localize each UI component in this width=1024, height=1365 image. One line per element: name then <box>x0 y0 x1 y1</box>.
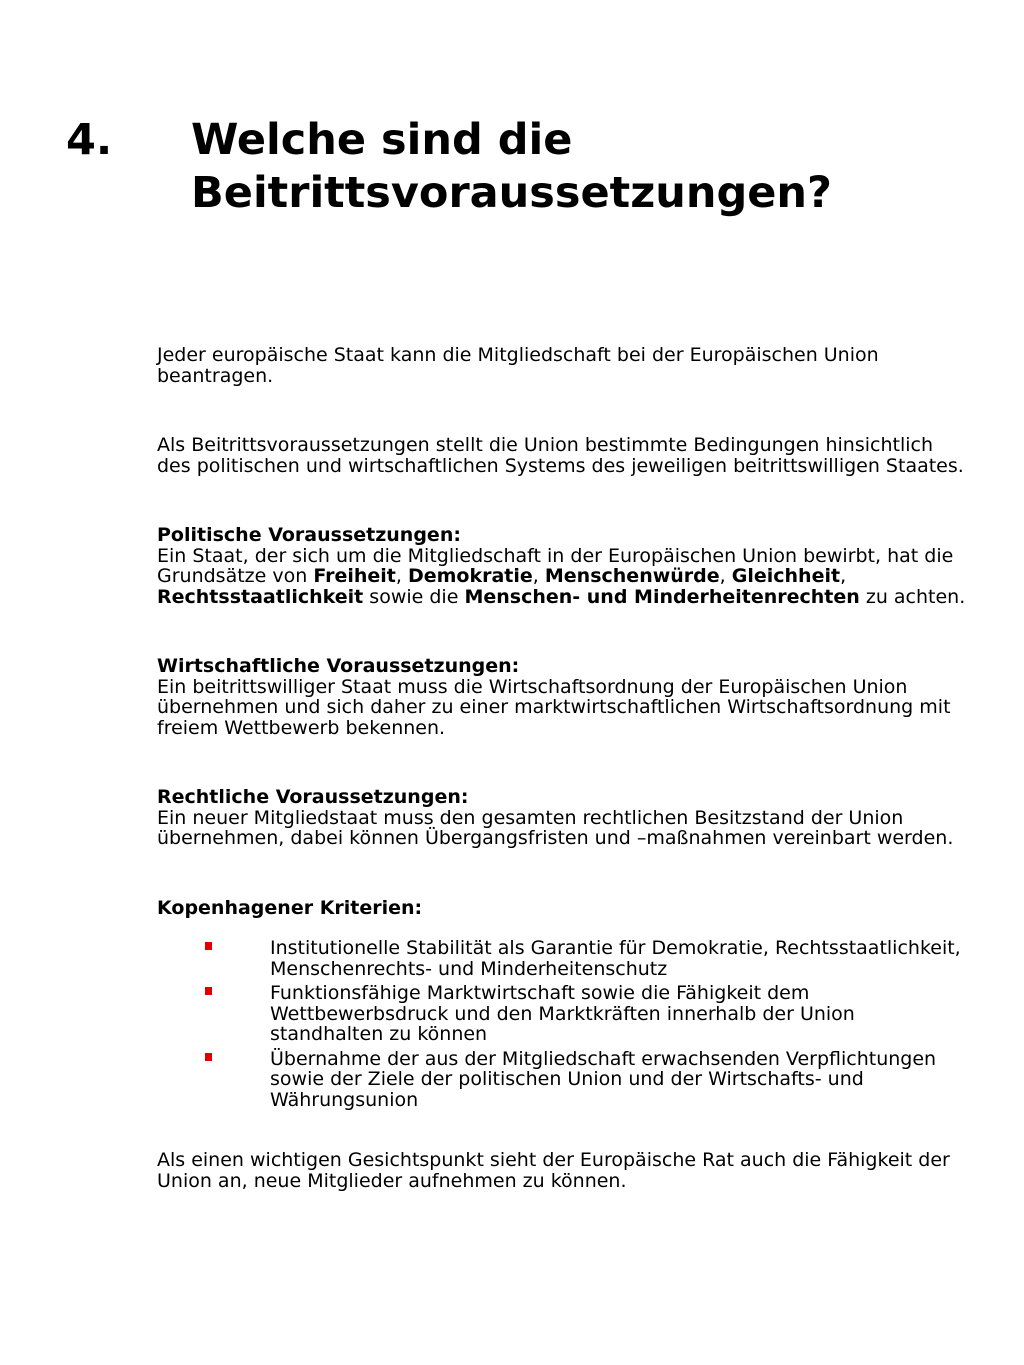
heading-number: 4. <box>66 115 113 165</box>
term-menschenwuerde: Menschenwürde <box>544 565 720 587</box>
bullet-square-icon <box>205 987 212 995</box>
bullet-square-icon <box>205 1053 212 1061</box>
separator: , <box>840 565 847 587</box>
political-text <box>157 546 972 608</box>
list-item <box>157 983 972 1045</box>
list-item <box>157 1049 972 1111</box>
separator: , <box>395 565 408 587</box>
political-heading: Politische Voraussetzungen: <box>157 524 461 546</box>
term-menschen-minderheitenrechte: Menschen- und Minderheitenrechten <box>464 585 860 608</box>
copenhagen-criteria-list <box>157 938 972 1110</box>
term-gleichheit: Gleichheit <box>731 565 841 587</box>
economic-heading: Wirtschaftliche Voraussetzungen: <box>157 655 520 677</box>
bullet-square-icon <box>205 942 212 950</box>
intro-paragraph-1: Jeder europäische Staat kann die Mitgliedschaft bei der Europäischen Union beantragen. <box>157 344 879 387</box>
legal-heading: Rechtliche Voraussetzungen: <box>157 786 469 808</box>
copenhagen-heading: Kopenhagener Kriterien: <box>157 896 423 919</box>
intro-paragraph-2: Als Beitrittsvoraussetzungen stellt die Union bestimmte Bedingungen hinsichtlich des politischen und wirtschaftlichen Systems des jeweiligen beitrittswilligen Staates. <box>157 434 964 477</box>
term-freiheit: Freiheit <box>313 565 396 587</box>
document-body <box>157 345 972 1191</box>
term-rechtsstaatlichkeit: Rechtsstaatlichkeit <box>157 585 364 608</box>
political-section <box>157 525 972 607</box>
separator: , <box>532 565 545 587</box>
legal-text: Ein neuer Mitgliedstaat muss den gesamten rechtlichen Besitzstand der Union übernehmen, dabei können Übergangsfristen und –maßnahmen vereinbart werden. <box>157 806 954 849</box>
list-item <box>157 938 972 979</box>
criterion-text: Institutionelle Stabilität als Garantie für Demokratie, Rechtsstaatlichkeit, Menschenrechts- und Minderheitenschutz <box>270 937 961 980</box>
political-text-part: zu achten. <box>859 585 966 608</box>
political-text-part: Ein Staat, der sich um die Mitgliedschaft in der Europäischen Union bewirbt, hat die Grundsätze von <box>157 544 954 587</box>
criterion-text: Funktionsfähige Marktwirtschaft sowie die Fähigkeit dem Wettbewerbsdruck und den Marktkräften innerhalb der Union standhalten zu können <box>270 982 855 1045</box>
political-text-part: sowie die <box>363 585 465 608</box>
criterion-text: Übernahme der aus der Mitgliedschaft erwachsenden Verpflichtungen sowie der Ziele der politischen Union und der Wirtschafts- und Währungsunion <box>270 1047 937 1111</box>
page-title: Welche sind die Beitrittsvoraussetzungen? <box>191 115 832 218</box>
economic-section <box>157 656 972 738</box>
separator: , <box>719 565 732 587</box>
economic-text: Ein beitrittswilliger Staat muss die Wirtschaftsordnung der Europäischen Union übernehmen und sich daher zu einer marktwirtschaftlichen Wirtschaftsordnung mit freiem Wettbewerb bekennen. <box>157 675 951 739</box>
closing-paragraph: Als einen wichtigen Gesichtspunkt sieht der Europäische Rat auch die Fähigkeit der Union an, neue Mitglieder aufnehmen zu können. <box>157 1149 950 1192</box>
term-demokratie: Demokratie <box>407 565 533 587</box>
legal-section <box>157 787 972 849</box>
